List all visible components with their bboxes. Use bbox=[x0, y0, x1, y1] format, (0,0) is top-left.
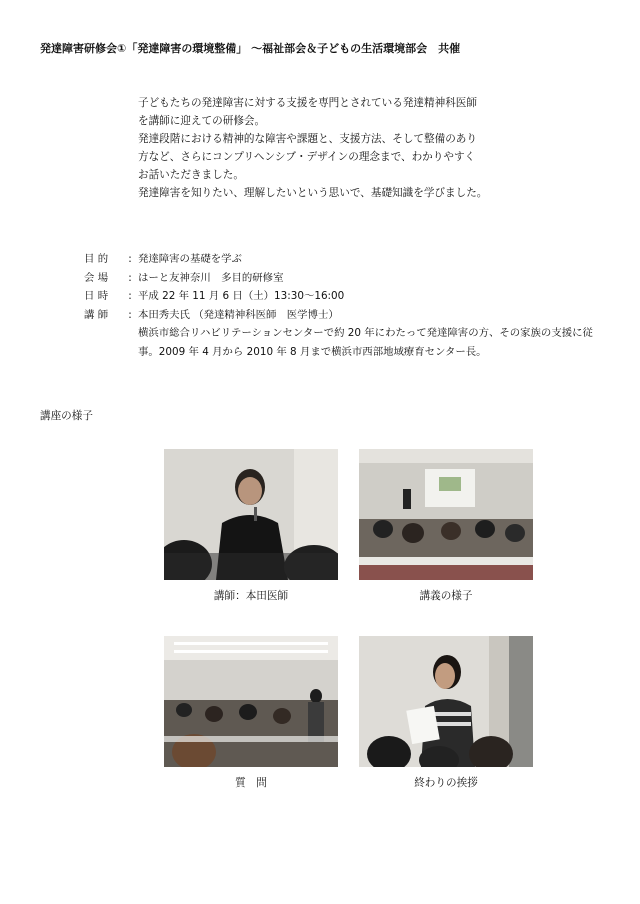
question-photo bbox=[164, 636, 338, 767]
intro-line: を講師に迎えての研修会。 bbox=[138, 115, 266, 127]
datetime-row bbox=[84, 287, 593, 306]
intro-line: 発達障害を知りたい、理解したいという思いで、基礎知識を学びました。 bbox=[138, 187, 488, 199]
lecture-scene-photo bbox=[359, 449, 533, 580]
datetime-label: 日 時 bbox=[84, 290, 109, 302]
intro-line: お話いただきました。 bbox=[138, 169, 244, 181]
photo-caption: 講師：本田医師 bbox=[213, 590, 289, 602]
separator: : bbox=[128, 253, 132, 265]
lecturer-photo bbox=[164, 449, 338, 580]
venue-label: 会 場 bbox=[84, 271, 109, 284]
photo-caption: 講義の様子 bbox=[419, 590, 473, 602]
lecturer-label: 講 師 bbox=[84, 308, 109, 321]
purpose-row bbox=[84, 250, 593, 269]
separator: : bbox=[128, 271, 132, 284]
separator: : bbox=[128, 290, 132, 302]
venue-row bbox=[84, 269, 593, 288]
intro-paragraph bbox=[138, 94, 538, 202]
datetime-value: 平成 22 年 11 月 6 日（土）13:30～16:00 bbox=[138, 290, 345, 302]
page-title: 発達障害研修会①「発達障害の環境整備」 ～福祉部会＆子どもの生活環境部会 共催 bbox=[40, 42, 461, 55]
intro-line: 子どもたちの発達障害に対する支援を専門とされている発達精神科医師 bbox=[138, 97, 477, 109]
separator: : bbox=[128, 308, 132, 321]
photo-caption: 質 問 bbox=[235, 777, 267, 789]
photo-caption: 終わりの挨拶 bbox=[414, 777, 478, 789]
purpose-value: 発達障害の基礎を学ぶ bbox=[138, 253, 242, 265]
purpose-label: 目 的 bbox=[84, 253, 109, 265]
intro-line: 発達段階における精神的な障害や課題と、支援方法、そして整備のあり bbox=[138, 133, 477, 145]
section-heading: 講座の様子 bbox=[40, 410, 93, 422]
event-info bbox=[84, 250, 593, 361]
lecturer-bio-line: 事。2009 年 4 月から 2010 年 8 月まで横浜市西部地域療育センター長。 bbox=[138, 345, 487, 358]
lecturer-bio-line: 横浜市総合リハビリテーションセンターで約 20 年にわたって発達障害の方、その家族の支援に従 bbox=[138, 327, 593, 339]
lecturer-value: 本田秀夫氏 （発達精神科医師 医学博士） bbox=[138, 308, 339, 321]
venue-value: はーと友神奈川 多目的研修室 bbox=[138, 271, 284, 284]
intro-line: 方など、さらにコンプリヘンシブ・デザインの理念まで、わかりやすく bbox=[138, 151, 476, 163]
lecturer-row bbox=[84, 306, 593, 325]
closing-greeting-photo bbox=[359, 636, 533, 767]
